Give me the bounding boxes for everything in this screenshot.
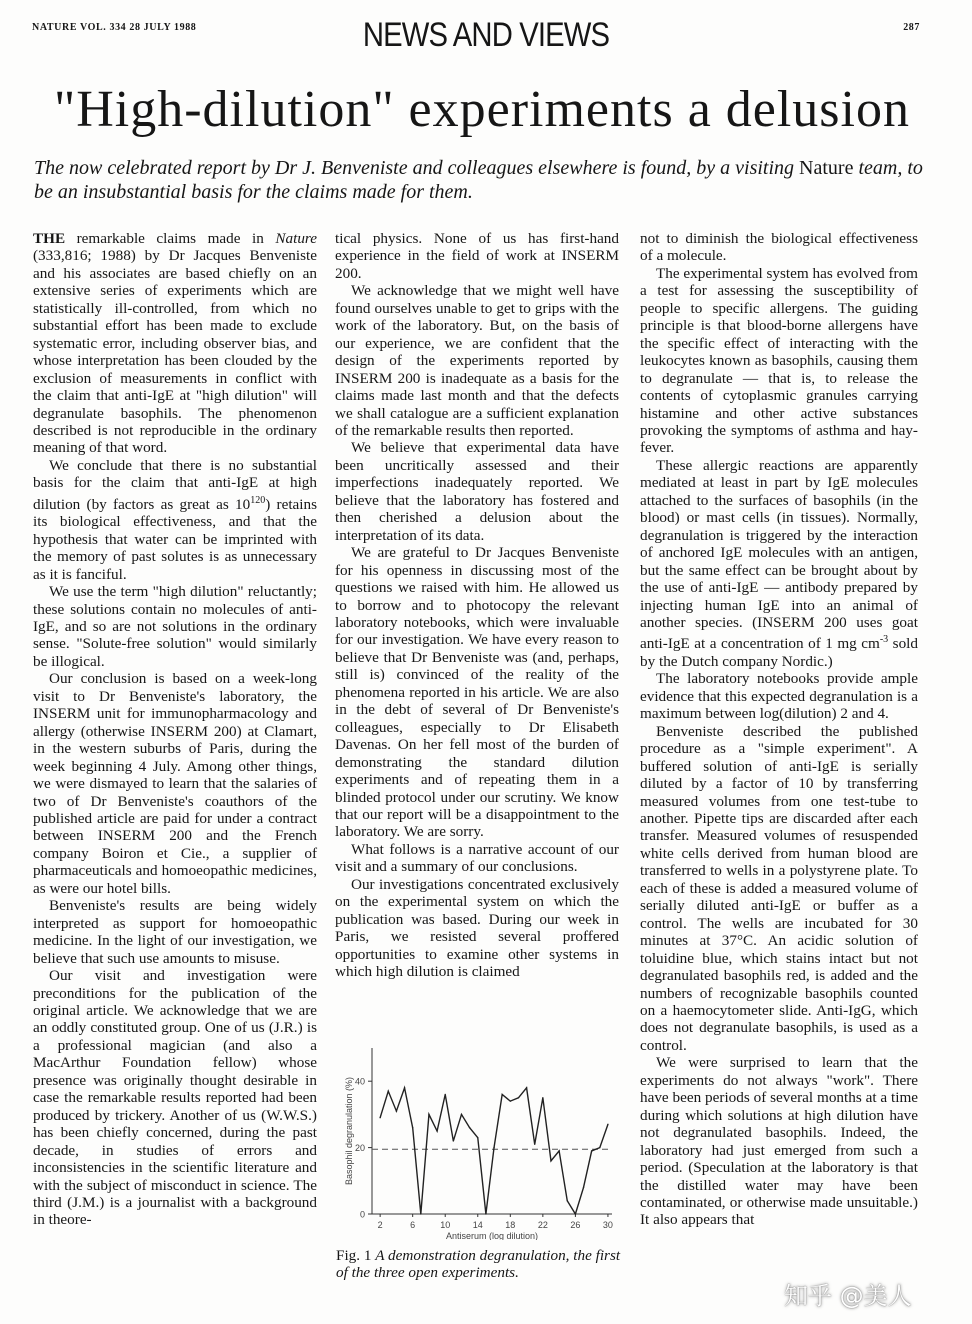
standfirst <box>34 156 934 204</box>
x-tick-label: 6 <box>410 1220 416 1230</box>
running-header-left: NATURE VOL. 334 28 JULY 1988 <box>32 22 197 33</box>
data-point <box>469 1127 470 1128</box>
paragraph: These allergic reactions are apparently mediated at least in part by IgE molecules attached to the surfaces of basophils (in the blood) or mast cells (in tissues). Normally, degranulation is triggered by the interaction of anchored IgE molecules with an antigen, but the same effect can be brought about by the use of anti-IgE — antibody prepared by injecting human IgE into an animal of another species. (INSERM 200 uses goat anti-IgE at a concentration of 1 mg $cm^{-3}$ sold by the Dutch company Nordic.) <box>640 456 918 670</box>
figure-caption <box>336 1247 626 1281</box>
paragraph: not to diminish the biological effectiveness of a molecule. <box>640 230 918 265</box>
superscript: -3 <box>879 634 889 646</box>
data-point <box>396 1110 397 1111</box>
paragraph: We acknowledge that we might well have found ourselves unable to get to grips with the work of the laboratory. But, on the basis of our experience, we are confident that the design of the experiments reported by INSERM 200 is inadequate as a basis for the claims made last month and that the defects we shall catalogue are a sufficient explanation of the remarkable results then reported. <box>335 282 619 439</box>
y-tick-label: 40 <box>354 1076 365 1087</box>
paragraph: Benveniste described the published procedure as a "simple experiment". A buffered solution of anti-IgE is serially diluted by a factor of 10 by transferring measured volumes from one test-tube to another. Pipette tips are discarded after each transfer. Measured volumes of resuspended white cells derived from human blood are transferred to wells in a polystyrene plate. To each of these is added a measured volume of serially diluted anti-IgE or buffer as a control. The wells are incubated for 30 minutes at 37°C. An acidic solution of toluidine blue, which stains intact but not degranulated basophils red, is added and the numbers of recognizable basophils counted on a haemocytometer slide. Anti-IgG, which does not degranulate basophils, is used as a control. <box>640 722 918 1054</box>
caption-label: Fig. 1 <box>336 1247 372 1264</box>
drop-lead: THE <box>33 230 66 247</box>
data-point <box>534 1144 535 1145</box>
data-point <box>518 1097 519 1098</box>
x-tick-label: 10 <box>440 1220 451 1230</box>
data-point <box>453 1140 454 1141</box>
data-point <box>428 1114 429 1115</box>
paragraph: The laboratory notebooks provide ample evidence that this expected degranulation is a maximum between log(dilution) 2 and 4. <box>640 670 918 723</box>
superscript: 120 <box>250 494 266 506</box>
x-tick-label: 18 <box>505 1220 516 1230</box>
column-3 <box>640 230 918 1229</box>
series-line <box>380 1088 608 1214</box>
paragraph: We conclude that there is no substantial basis for the claim that anti-IgE at high dilution (by factors as great as $10^{120}$) retains its biological effectiveness, and that the hypothesis that water can be imprinted with the memory of past solutes is as unnecessary as it is fanciful. <box>33 456 317 583</box>
x-tick-label: 26 <box>570 1220 581 1230</box>
data-point <box>477 1137 478 1138</box>
data-point <box>420 1213 421 1214</box>
paragraph: The experimental system has evolved from a test for assessing the susceptibility of people to specific allergens. The guiding principle is that blood-borne allergens have the specific effect of interacting with the leukocytes known as basophils, causing them to degranulate — that is, to release the contents of cytoplasmic granules carrying histamine and other active substances provoking the symptoms of asthma and hay-fever. <box>640 264 918 457</box>
figure-1-chart <box>330 1040 626 1240</box>
journal-name: Nature <box>275 230 317 247</box>
y-tick-label: 20 <box>354 1143 365 1154</box>
data-point <box>575 1213 576 1214</box>
paragraph: We were surprised to learn that the experiments do not always "work". There have been periods of several months at a time during which solutions at high dilution have not degranulated basophils. Indeed, the laboratory had just emerged from such a period. (Speculation at the laboratory is that the distilled water may have been contaminated, or otherwise made unsuitable.) It also appears that <box>640 1054 918 1229</box>
watermark: 知乎 @美人 <box>784 1282 912 1310</box>
data-point <box>607 1124 608 1125</box>
data-point <box>526 1087 527 1088</box>
data-point <box>493 1147 494 1148</box>
data-point <box>379 1117 380 1118</box>
paragraph: We use the term "high dilution" reluctantly; these solutions contain no molecules of anti-IgE, and so are not solutions in the ordinary sense. "Solute-free solution" would similarly be illogical. <box>33 583 317 670</box>
standfirst-post: team, to be an insubstantial basis for the claims made for them. <box>34 157 923 203</box>
data-point <box>461 1114 462 1115</box>
data-point <box>436 1130 437 1131</box>
data-point <box>388 1090 389 1091</box>
paragraph: Benveniste's results are being widely interpreted as support for homoeopathic medicine. In the light of our investigation, we believe that such use amounts to misuse. <box>33 897 317 967</box>
paragraph: tical physics. None of us has first-hand experience in the field of work at INSERM 200. <box>335 230 619 282</box>
data-point <box>445 1094 446 1095</box>
text-run: remarkable claims made in <box>65 230 276 247</box>
data-point <box>412 1127 413 1128</box>
data-point <box>567 1200 568 1201</box>
paragraph: We are grateful to Dr Jacques Benveniste for his openness in discussing most of the questions we raised with him. He allowed us to borrow and to photocopy the relevant laboratory notebooks, which were invaluable for our investigation. We have every reason to believe that Dr Benveniste was (and, perhaps, still is) convinced of the reality of the phenomena reported in his article. We are also in the debt of several of Dr Benveniste's colleagues, especially to Dr Elisabeth Davenas. On her fell most of the burden of demonstrating the standard dilution experiments and of repeating them in a blinded protocol under our scrutiny. We know that our report will be a disappointment to the laboratory. We are sorry. <box>335 544 619 841</box>
standfirst-journal: Nature <box>799 157 854 179</box>
data-point <box>501 1094 502 1095</box>
paragraph: Our investigations concentrated exclusively on the experimental system on which the publication was based. During our week in Paris, we resisted several proffered opportunities to examine other systems in which high dilution is claimed <box>335 875 619 981</box>
y-axis-label: Basophil degranulation (%) <box>344 1076 354 1186</box>
data-point <box>510 1100 511 1101</box>
section-title: NEWS AND VIEWS <box>362 16 610 54</box>
x-axis-label: Antiserum (log dilution) <box>445 1231 539 1240</box>
data-point <box>485 1213 486 1214</box>
data-point <box>591 1150 592 1151</box>
paragraph: We believe that experimental data have been uncritically assessed and their imperfections inadequately reported. We believe that the laboratory has fostered and then cherished a delusion about the interpretation of its data. <box>335 439 619 544</box>
x-tick-label: 2 <box>377 1220 383 1230</box>
column-1 <box>33 230 317 1229</box>
y-tick-label: 0 <box>359 1209 365 1220</box>
article-headline: "High-dilution" experiments a delusion <box>54 81 910 138</box>
data-point <box>542 1097 543 1098</box>
data-point <box>599 1147 600 1148</box>
x-tick-label: 30 <box>602 1220 613 1230</box>
data-point <box>583 1187 584 1188</box>
degranulation-line-chart <box>330 1040 626 1240</box>
page-number: 287 <box>903 22 920 33</box>
paragraph: What follows is a narrative account of our visit and a summary of our conclusions. <box>335 840 619 876</box>
paragraph <box>33 230 317 457</box>
data-point <box>404 1087 405 1088</box>
data-point <box>550 1160 551 1161</box>
x-tick-label: 22 <box>537 1220 548 1230</box>
data-point <box>558 1150 559 1151</box>
x-tick-label: 14 <box>472 1220 483 1230</box>
paragraph: Our conclusion is based on a week-long visit to Dr Benveniste's laboratory, the INSERM unit for immunopharmacology and allergy (otherwise INSERM 200) at Clamart, in the western suburbs of Paris, during the week beginning 4 July. Among other things, we were dismayed to learn that the salaries of two of Dr Benveniste's coauthors of the published article are paid for under a contract between INSERM 200 and the French company Boiron et Cie., a supplier of pharmaceuticals and homoeopathic medicines, as were our hotel bills. <box>33 670 317 897</box>
column-2 <box>335 230 619 980</box>
text-run: (333,816; 1988) by Dr Jacques Benveniste and his associates are based chiefly on an extensive series of experiments which are statistically ill-controlled, from which no substantial effort has been made to exclude systematic error, including observer bias, and whose interpretation has been clouded by the exclusion of measurements in conflict with the claim that anti-IgE at "high dilution" will degranulate basophils. The phenomenon described is not reproducible in the ordinary meaning of that word. <box>33 247 317 457</box>
standfirst-pre: The now celebrated report by Dr J. Benveniste and colleagues elsewhere is found, by a visiting <box>34 157 800 179</box>
caption-text: A demonstration degranulation, the first of the three open experiments. <box>336 1247 621 1281</box>
paragraph: Our visit and investigation were preconditions for the publication of the original article. We acknowledge that we are an oddly constituted group. One of us (J.R.) is a professional magician (and also a MacArthur Foundation fellow) whose presence was originally thought desirable in case the remarkable results reported had been produced by trickery. Another of us (W.W.S.) has been chiefly concerned, during the past decade, in studies of errors and inconsistencies in the scientific literature and with the subject of misconduct in science. The third (J.M.) is a journalist with a background in theore- <box>33 967 317 1229</box>
